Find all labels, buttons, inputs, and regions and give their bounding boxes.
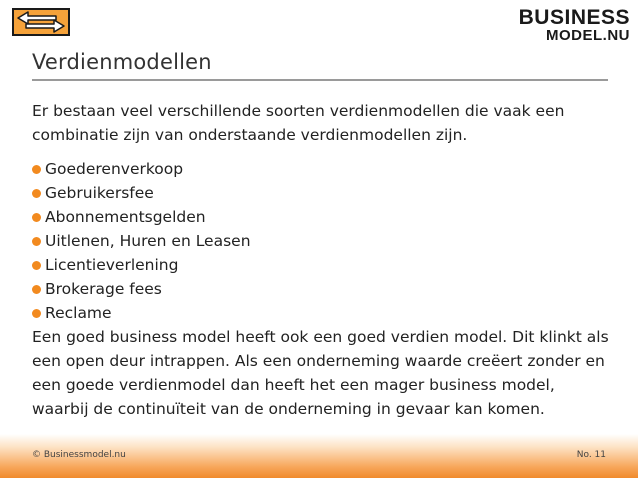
intro-paragraph: Er bestaan veel verschillende soorten verdienmodellen die vaak een combinatie zijn van onderstaande verdienmodellen zijn. [32,102,565,144]
closing-paragraph: Een goed business model heeft ook een goed verdien model. Dit klinkt als een open deur intrappen. Als een onderneming waarde creëert zonder en een goede verdienmodel dan heeft het een mager business model, waarbij de continuïteit van de onderneming in gevaar kan komen. [32,328,609,418]
slide-title: Verdienmodellen [32,50,212,74]
list-item [32,157,612,181]
bullet-icon [32,165,41,174]
revenue-model-list [32,157,612,325]
title-divider [32,79,608,81]
bullet-icon [32,237,41,246]
list-item-label: Licentieverlening [45,256,179,274]
list-item [32,181,612,205]
list-item [32,229,612,253]
list-item [32,277,612,301]
logo-line-1: BUSINESS [518,6,630,29]
list-item [32,253,612,277]
slide-body [32,99,612,421]
list-item-label: Reclame [45,304,112,322]
list-item [32,301,612,325]
footer-band [0,434,638,478]
bullet-icon [32,309,41,318]
list-item-label: Uitlenen, Huren en Leasen [45,232,251,250]
copyright-text: © Businessmodel.nu [32,450,126,460]
list-item-label: Abonnementsgelden [45,208,206,226]
bullet-icon [32,285,41,294]
list-item-label: Gebruikersfee [45,184,154,202]
bullet-icon [32,213,41,222]
double-arrow-logo-icon [12,8,70,36]
bullet-icon [32,261,41,270]
list-item-label: Goederenverkoop [45,160,184,178]
list-item-label: Brokerage fees [45,280,162,298]
businessmodel-logo [519,8,630,44]
list-item [32,205,612,229]
bullet-icon [32,189,41,198]
page-number: No. 11 [576,450,606,460]
logo-line-2: MODEL.NU [546,27,630,44]
